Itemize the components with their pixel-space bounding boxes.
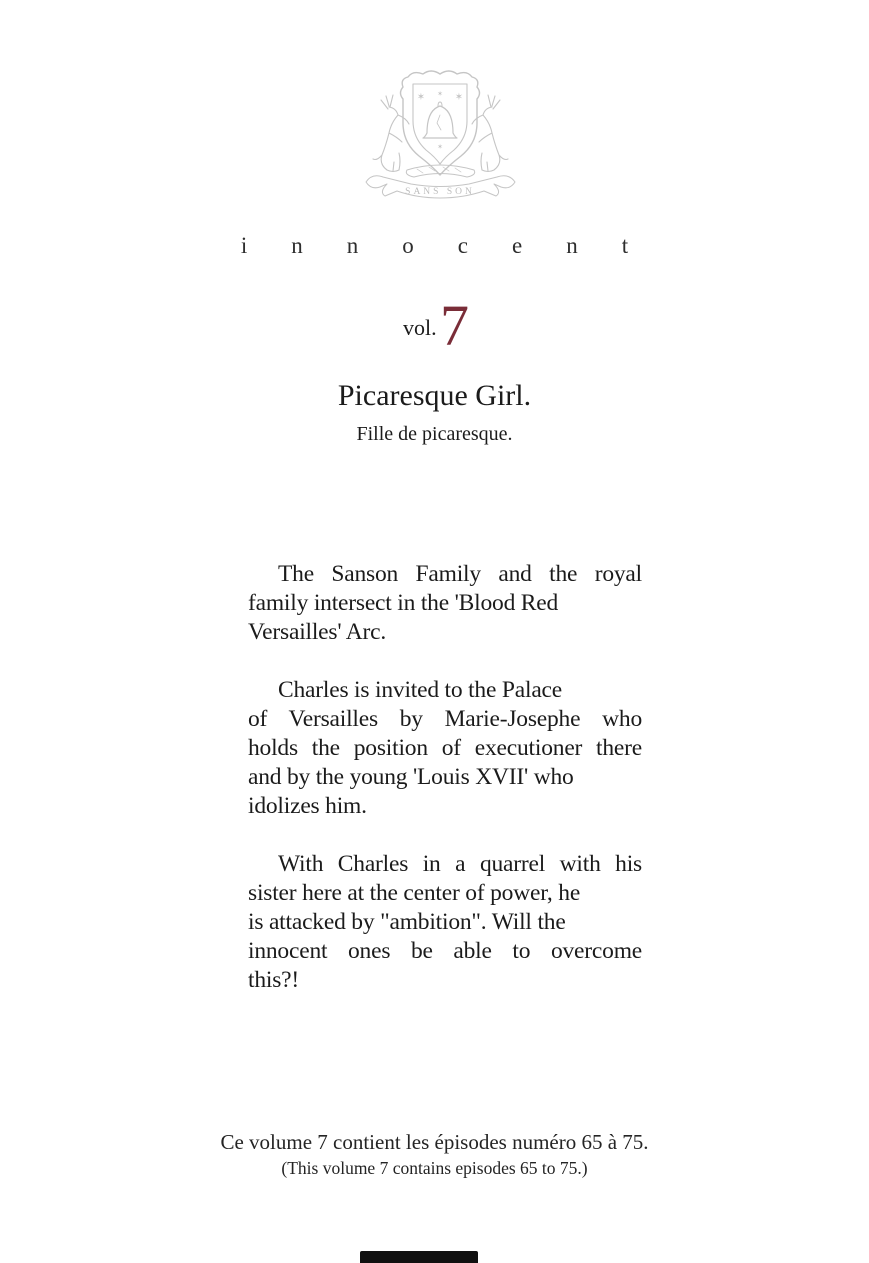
crest-shield-frame	[401, 71, 480, 175]
synopsis-paragraph	[248, 676, 642, 821]
crest-bell-crack	[437, 115, 441, 130]
crest-bottom-ornament-icon: ✶	[437, 143, 443, 151]
page-subtitle: Fille de picaresque.	[356, 423, 513, 445]
synopsis-line: and by the young 'Louis XVII' who	[248, 764, 574, 790]
synopsis-paragraph	[248, 850, 642, 995]
crest-motto-text: SANS SON	[405, 187, 475, 197]
synopsis-line: Charles is invited to the Palace	[278, 677, 563, 703]
sanson-family-crest-image	[353, 62, 528, 212]
synopsis-line: sister here at the center of power, he	[248, 880, 581, 906]
synopsis-line: Versailles' Arc.	[248, 619, 387, 645]
synopsis-line: of Versailles by Marie-Josephe who	[248, 706, 642, 732]
series-title: innocent	[240, 233, 673, 258]
synopsis-line: is attacked by "ambition". Will the	[248, 909, 566, 935]
episode-note-english: (This volume 7 contains episodes 65 to 75.)	[281, 1158, 588, 1178]
crest-bell-icon	[423, 106, 457, 138]
synopsis-line: family intersect in the 'Blood Red	[248, 590, 559, 616]
synopsis-line: this?!	[248, 967, 300, 993]
crest-star-right-icon: ✶	[454, 92, 464, 103]
synopsis-paragraph	[248, 560, 642, 647]
synopsis-line: holds the position of executioner there	[248, 735, 642, 761]
crest-top-ornament-icon: ✶	[437, 90, 443, 98]
volume-number: 7	[440, 293, 469, 358]
synopsis-line: idolizes him.	[248, 793, 367, 819]
crest-bell-knob	[438, 102, 442, 106]
episode-note-french: Ce volume 7 contient les épisodes numéro 65 à 75.	[220, 1130, 649, 1154]
synopsis-line: The Sanson Family and the royal	[278, 561, 642, 587]
home-indicator-bar[interactable]	[360, 1251, 478, 1263]
synopsis-line: innocent ones be able to overcome	[248, 938, 642, 964]
synopsis-line: With Charles in a quarrel with his	[278, 851, 642, 877]
crest-star-left-icon: ✶	[416, 92, 426, 103]
page-title: Picaresque Girl.	[337, 379, 532, 412]
synopsis-text	[248, 560, 642, 1024]
crest-mound-hatching	[417, 167, 461, 173]
volume-label: vol.	[403, 315, 437, 340]
